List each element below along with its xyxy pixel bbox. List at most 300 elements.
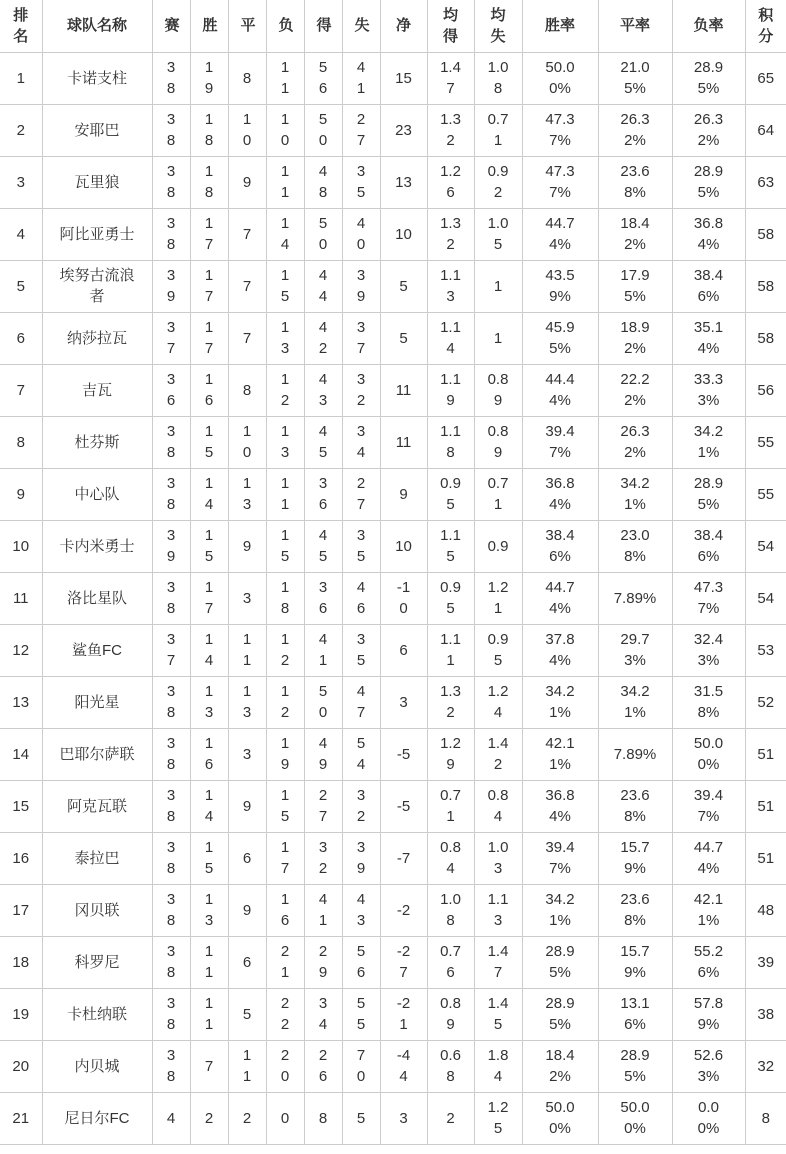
cell-played: 39 bbox=[152, 520, 190, 572]
cell-team: 中心队 bbox=[42, 468, 152, 520]
cell-won: 14 bbox=[190, 624, 228, 676]
cell-won: 14 bbox=[190, 780, 228, 832]
cell-avg_conceded: 1.42 bbox=[474, 728, 522, 780]
cell-points: 54 bbox=[745, 572, 786, 624]
cell-win_rate: 50.00% bbox=[522, 52, 598, 104]
cell-loss_rate: 36.84% bbox=[672, 208, 745, 260]
cell-avg_scored: 1.47 bbox=[427, 52, 474, 104]
table-row bbox=[0, 468, 786, 520]
cell-win_rate: 44.74% bbox=[522, 572, 598, 624]
cell-goal_diff: 13 bbox=[380, 156, 427, 208]
cell-lost: 15 bbox=[266, 780, 304, 832]
cell-played: 38 bbox=[152, 936, 190, 988]
cell-win_rate: 36.84% bbox=[522, 780, 598, 832]
cell-lost: 19 bbox=[266, 728, 304, 780]
cell-lost: 20 bbox=[266, 1040, 304, 1092]
table-row bbox=[0, 260, 786, 312]
cell-won: 13 bbox=[190, 676, 228, 728]
cell-goals_for: 45 bbox=[304, 520, 342, 572]
cell-goals_against: 39 bbox=[342, 832, 380, 884]
cell-drawn: 13 bbox=[228, 676, 266, 728]
cell-win_rate: 34.21% bbox=[522, 676, 598, 728]
col-header-draw-rate: 平率 bbox=[598, 0, 672, 52]
cell-played: 38 bbox=[152, 884, 190, 936]
cell-team: 卡诺支柱 bbox=[42, 52, 152, 104]
cell-draw_rate: 17.95% bbox=[598, 260, 672, 312]
cell-avg_conceded: 0.71 bbox=[474, 104, 522, 156]
cell-avg_conceded: 1.25 bbox=[474, 1092, 522, 1144]
cell-win_rate: 50.00% bbox=[522, 1092, 598, 1144]
cell-avg_scored: 2 bbox=[427, 1092, 474, 1144]
cell-win_rate: 39.47% bbox=[522, 416, 598, 468]
cell-drawn: 9 bbox=[228, 884, 266, 936]
cell-win_rate: 18.42% bbox=[522, 1040, 598, 1092]
cell-rank: 10 bbox=[0, 520, 42, 572]
cell-avg_conceded: 1.03 bbox=[474, 832, 522, 884]
cell-goal_diff: 23 bbox=[380, 104, 427, 156]
cell-avg_conceded: 0.95 bbox=[474, 624, 522, 676]
cell-goals_for: 49 bbox=[304, 728, 342, 780]
cell-goals_against: 46 bbox=[342, 572, 380, 624]
table-row bbox=[0, 208, 786, 260]
cell-draw_rate: 23.08% bbox=[598, 520, 672, 572]
cell-goal_diff: -5 bbox=[380, 728, 427, 780]
col-header-goals-for: 得 bbox=[304, 0, 342, 52]
cell-goal_diff: 10 bbox=[380, 208, 427, 260]
cell-played: 38 bbox=[152, 52, 190, 104]
cell-draw_rate: 34.21% bbox=[598, 676, 672, 728]
cell-draw_rate: 23.68% bbox=[598, 884, 672, 936]
cell-win_rate: 38.46% bbox=[522, 520, 598, 572]
cell-lost: 13 bbox=[266, 416, 304, 468]
cell-win_rate: 42.11% bbox=[522, 728, 598, 780]
cell-points: 51 bbox=[745, 832, 786, 884]
cell-team: 纳莎拉瓦 bbox=[42, 312, 152, 364]
cell-avg_conceded: 0.89 bbox=[474, 416, 522, 468]
cell-won: 14 bbox=[190, 468, 228, 520]
cell-drawn: 11 bbox=[228, 624, 266, 676]
cell-goals_for: 44 bbox=[304, 260, 342, 312]
cell-avg_conceded: 1.13 bbox=[474, 884, 522, 936]
cell-points: 39 bbox=[745, 936, 786, 988]
cell-loss_rate: 33.33% bbox=[672, 364, 745, 416]
cell-lost: 11 bbox=[266, 52, 304, 104]
cell-rank: 18 bbox=[0, 936, 42, 988]
col-header-rank: 排名 bbox=[0, 0, 42, 52]
cell-avg_conceded: 1.24 bbox=[474, 676, 522, 728]
cell-loss_rate: 34.21% bbox=[672, 416, 745, 468]
cell-loss_rate: 38.46% bbox=[672, 260, 745, 312]
table-row bbox=[0, 728, 786, 780]
table-row bbox=[0, 676, 786, 728]
cell-avg_conceded: 0.84 bbox=[474, 780, 522, 832]
col-header-lost: 负 bbox=[266, 0, 304, 52]
cell-points: 56 bbox=[745, 364, 786, 416]
cell-lost: 11 bbox=[266, 468, 304, 520]
cell-goals_for: 43 bbox=[304, 364, 342, 416]
cell-draw_rate: 18.92% bbox=[598, 312, 672, 364]
col-header-played: 赛 bbox=[152, 0, 190, 52]
cell-team: 杜芬斯 bbox=[42, 416, 152, 468]
cell-lost: 21 bbox=[266, 936, 304, 988]
cell-goals_for: 41 bbox=[304, 624, 342, 676]
cell-goal_diff: -2 bbox=[380, 884, 427, 936]
cell-won: 19 bbox=[190, 52, 228, 104]
cell-goals_for: 29 bbox=[304, 936, 342, 988]
cell-won: 18 bbox=[190, 156, 228, 208]
cell-goals_against: 54 bbox=[342, 728, 380, 780]
cell-team: 冈贝联 bbox=[42, 884, 152, 936]
cell-goal_diff: 3 bbox=[380, 676, 427, 728]
cell-points: 58 bbox=[745, 208, 786, 260]
cell-team: 埃努古流浪者 bbox=[42, 260, 152, 312]
cell-goal_diff: 10 bbox=[380, 520, 427, 572]
cell-played: 38 bbox=[152, 780, 190, 832]
cell-avg_scored: 1.14 bbox=[427, 312, 474, 364]
cell-avg_scored: 1.11 bbox=[427, 624, 474, 676]
table-row bbox=[0, 104, 786, 156]
cell-goals_for: 34 bbox=[304, 988, 342, 1040]
cell-drawn: 7 bbox=[228, 312, 266, 364]
cell-drawn: 9 bbox=[228, 520, 266, 572]
cell-goal_diff: 6 bbox=[380, 624, 427, 676]
cell-won: 11 bbox=[190, 936, 228, 988]
cell-rank: 20 bbox=[0, 1040, 42, 1092]
cell-won: 15 bbox=[190, 416, 228, 468]
table-row bbox=[0, 572, 786, 624]
cell-avg_scored: 0.89 bbox=[427, 988, 474, 1040]
cell-draw_rate: 15.79% bbox=[598, 832, 672, 884]
cell-rank: 7 bbox=[0, 364, 42, 416]
cell-goals_against: 55 bbox=[342, 988, 380, 1040]
cell-goals_against: 47 bbox=[342, 676, 380, 728]
cell-avg_scored: 0.76 bbox=[427, 936, 474, 988]
cell-goals_against: 43 bbox=[342, 884, 380, 936]
cell-loss_rate: 0.00% bbox=[672, 1092, 745, 1144]
cell-drawn: 11 bbox=[228, 1040, 266, 1092]
cell-rank: 15 bbox=[0, 780, 42, 832]
cell-avg_conceded: 0.9 bbox=[474, 520, 522, 572]
cell-points: 53 bbox=[745, 624, 786, 676]
col-header-avg-scored: 均得 bbox=[427, 0, 474, 52]
cell-goal_diff: -5 bbox=[380, 780, 427, 832]
cell-avg_conceded: 1 bbox=[474, 260, 522, 312]
cell-won: 15 bbox=[190, 520, 228, 572]
cell-loss_rate: 26.32% bbox=[672, 104, 745, 156]
cell-rank: 11 bbox=[0, 572, 42, 624]
cell-lost: 16 bbox=[266, 884, 304, 936]
cell-goals_for: 50 bbox=[304, 104, 342, 156]
cell-rank: 2 bbox=[0, 104, 42, 156]
col-header-avg-conceded: 均失 bbox=[474, 0, 522, 52]
table-row bbox=[0, 520, 786, 572]
cell-goal_diff: 15 bbox=[380, 52, 427, 104]
col-header-won: 胜 bbox=[190, 0, 228, 52]
cell-lost: 11 bbox=[266, 156, 304, 208]
cell-draw_rate: 18.42% bbox=[598, 208, 672, 260]
cell-avg_scored: 0.95 bbox=[427, 572, 474, 624]
cell-loss_rate: 38.46% bbox=[672, 520, 745, 572]
cell-played: 38 bbox=[152, 728, 190, 780]
cell-won: 7 bbox=[190, 1040, 228, 1092]
cell-team: 泰拉巴 bbox=[42, 832, 152, 884]
cell-avg_conceded: 1.47 bbox=[474, 936, 522, 988]
cell-avg_conceded: 1.05 bbox=[474, 208, 522, 260]
cell-loss_rate: 28.95% bbox=[672, 468, 745, 520]
cell-points: 38 bbox=[745, 988, 786, 1040]
cell-avg_scored: 1.32 bbox=[427, 676, 474, 728]
cell-drawn: 7 bbox=[228, 260, 266, 312]
cell-rank: 12 bbox=[0, 624, 42, 676]
cell-loss_rate: 52.63% bbox=[672, 1040, 745, 1092]
cell-won: 11 bbox=[190, 988, 228, 1040]
cell-rank: 1 bbox=[0, 52, 42, 104]
cell-goal_diff: -21 bbox=[380, 988, 427, 1040]
cell-points: 55 bbox=[745, 416, 786, 468]
cell-rank: 6 bbox=[0, 312, 42, 364]
cell-win_rate: 36.84% bbox=[522, 468, 598, 520]
cell-win_rate: 43.59% bbox=[522, 260, 598, 312]
cell-rank: 3 bbox=[0, 156, 42, 208]
cell-drawn: 6 bbox=[228, 832, 266, 884]
cell-draw_rate: 23.68% bbox=[598, 156, 672, 208]
cell-loss_rate: 47.37% bbox=[672, 572, 745, 624]
cell-lost: 0 bbox=[266, 1092, 304, 1144]
cell-goals_for: 32 bbox=[304, 832, 342, 884]
table-body bbox=[0, 52, 786, 1144]
cell-goals_against: 37 bbox=[342, 312, 380, 364]
col-header-goals-against: 失 bbox=[342, 0, 380, 52]
col-header-drawn: 平 bbox=[228, 0, 266, 52]
table-row bbox=[0, 364, 786, 416]
cell-drawn: 10 bbox=[228, 104, 266, 156]
cell-avg_conceded: 1.21 bbox=[474, 572, 522, 624]
header-row bbox=[0, 0, 786, 52]
cell-points: 55 bbox=[745, 468, 786, 520]
cell-played: 38 bbox=[152, 832, 190, 884]
cell-played: 38 bbox=[152, 676, 190, 728]
cell-loss_rate: 28.95% bbox=[672, 52, 745, 104]
cell-drawn: 7 bbox=[228, 208, 266, 260]
cell-played: 4 bbox=[152, 1092, 190, 1144]
cell-win_rate: 39.47% bbox=[522, 832, 598, 884]
cell-draw_rate: 22.22% bbox=[598, 364, 672, 416]
cell-goal_diff: -44 bbox=[380, 1040, 427, 1092]
cell-team: 鲨鱼FC bbox=[42, 624, 152, 676]
cell-goals_for: 50 bbox=[304, 676, 342, 728]
col-header-goal-diff: 净 bbox=[380, 0, 427, 52]
cell-rank: 4 bbox=[0, 208, 42, 260]
cell-won: 17 bbox=[190, 572, 228, 624]
cell-avg_conceded: 0.89 bbox=[474, 364, 522, 416]
table-row bbox=[0, 1040, 786, 1092]
table-row bbox=[0, 312, 786, 364]
cell-lost: 17 bbox=[266, 832, 304, 884]
cell-goals_against: 32 bbox=[342, 364, 380, 416]
cell-win_rate: 47.37% bbox=[522, 156, 598, 208]
cell-goals_against: 34 bbox=[342, 416, 380, 468]
cell-goals_for: 27 bbox=[304, 780, 342, 832]
cell-drawn: 2 bbox=[228, 1092, 266, 1144]
cell-lost: 22 bbox=[266, 988, 304, 1040]
cell-avg_scored: 0.68 bbox=[427, 1040, 474, 1092]
cell-goals_for: 8 bbox=[304, 1092, 342, 1144]
cell-lost: 14 bbox=[266, 208, 304, 260]
cell-points: 63 bbox=[745, 156, 786, 208]
cell-loss_rate: 31.58% bbox=[672, 676, 745, 728]
cell-played: 38 bbox=[152, 156, 190, 208]
cell-goals_for: 56 bbox=[304, 52, 342, 104]
cell-team: 吉瓦 bbox=[42, 364, 152, 416]
cell-goal_diff: -7 bbox=[380, 832, 427, 884]
cell-played: 38 bbox=[152, 104, 190, 156]
cell-draw_rate: 15.79% bbox=[598, 936, 672, 988]
cell-lost: 10 bbox=[266, 104, 304, 156]
cell-goal_diff: 11 bbox=[380, 364, 427, 416]
cell-avg_scored: 0.95 bbox=[427, 468, 474, 520]
cell-loss_rate: 55.26% bbox=[672, 936, 745, 988]
cell-goals_against: 56 bbox=[342, 936, 380, 988]
cell-rank: 9 bbox=[0, 468, 42, 520]
cell-drawn: 13 bbox=[228, 468, 266, 520]
cell-goals_against: 35 bbox=[342, 156, 380, 208]
cell-won: 15 bbox=[190, 832, 228, 884]
cell-avg_scored: 1.15 bbox=[427, 520, 474, 572]
cell-rank: 21 bbox=[0, 1092, 42, 1144]
cell-played: 37 bbox=[152, 312, 190, 364]
table-row bbox=[0, 936, 786, 988]
cell-win_rate: 37.84% bbox=[522, 624, 598, 676]
cell-points: 54 bbox=[745, 520, 786, 572]
cell-goals_for: 48 bbox=[304, 156, 342, 208]
cell-points: 64 bbox=[745, 104, 786, 156]
table-row bbox=[0, 624, 786, 676]
cell-goals_for: 36 bbox=[304, 572, 342, 624]
cell-team: 阿比亚勇士 bbox=[42, 208, 152, 260]
cell-team: 阿克瓦联 bbox=[42, 780, 152, 832]
cell-avg_scored: 1.29 bbox=[427, 728, 474, 780]
cell-lost: 18 bbox=[266, 572, 304, 624]
cell-goals_for: 36 bbox=[304, 468, 342, 520]
cell-avg_conceded: 1.08 bbox=[474, 52, 522, 104]
cell-lost: 15 bbox=[266, 260, 304, 312]
cell-points: 58 bbox=[745, 260, 786, 312]
cell-draw_rate: 7.89% bbox=[598, 728, 672, 780]
cell-draw_rate: 21.05% bbox=[598, 52, 672, 104]
cell-won: 16 bbox=[190, 728, 228, 780]
cell-won: 18 bbox=[190, 104, 228, 156]
cell-rank: 8 bbox=[0, 416, 42, 468]
cell-drawn: 5 bbox=[228, 988, 266, 1040]
cell-win_rate: 44.74% bbox=[522, 208, 598, 260]
cell-goal_diff: 11 bbox=[380, 416, 427, 468]
cell-points: 58 bbox=[745, 312, 786, 364]
cell-drawn: 8 bbox=[228, 52, 266, 104]
cell-avg_conceded: 1 bbox=[474, 312, 522, 364]
cell-team: 阳光星 bbox=[42, 676, 152, 728]
cell-avg_conceded: 0.92 bbox=[474, 156, 522, 208]
cell-avg_conceded: 0.71 bbox=[474, 468, 522, 520]
cell-played: 36 bbox=[152, 364, 190, 416]
cell-team: 安耶巴 bbox=[42, 104, 152, 156]
table-row bbox=[0, 156, 786, 208]
cell-avg_scored: 0.84 bbox=[427, 832, 474, 884]
cell-team: 洛比星队 bbox=[42, 572, 152, 624]
cell-goals_for: 41 bbox=[304, 884, 342, 936]
cell-team: 卡杜纳联 bbox=[42, 988, 152, 1040]
cell-avg_scored: 1.18 bbox=[427, 416, 474, 468]
cell-loss_rate: 32.43% bbox=[672, 624, 745, 676]
cell-lost: 15 bbox=[266, 520, 304, 572]
cell-team: 尼日尔FC bbox=[42, 1092, 152, 1144]
cell-played: 38 bbox=[152, 416, 190, 468]
cell-drawn: 8 bbox=[228, 364, 266, 416]
cell-played: 38 bbox=[152, 572, 190, 624]
cell-draw_rate: 13.16% bbox=[598, 988, 672, 1040]
cell-goal_diff: -27 bbox=[380, 936, 427, 988]
table-row bbox=[0, 1092, 786, 1144]
table-header bbox=[0, 0, 786, 52]
cell-draw_rate: 26.32% bbox=[598, 416, 672, 468]
cell-points: 48 bbox=[745, 884, 786, 936]
cell-goals_against: 35 bbox=[342, 624, 380, 676]
table-row bbox=[0, 780, 786, 832]
cell-goals_against: 35 bbox=[342, 520, 380, 572]
cell-points: 51 bbox=[745, 780, 786, 832]
cell-team: 巴耶尔萨联 bbox=[42, 728, 152, 780]
cell-drawn: 9 bbox=[228, 156, 266, 208]
cell-team: 卡内米勇士 bbox=[42, 520, 152, 572]
cell-goals_against: 70 bbox=[342, 1040, 380, 1092]
cell-goals_against: 32 bbox=[342, 780, 380, 832]
cell-won: 2 bbox=[190, 1092, 228, 1144]
cell-won: 17 bbox=[190, 312, 228, 364]
cell-win_rate: 28.95% bbox=[522, 988, 598, 1040]
cell-points: 32 bbox=[745, 1040, 786, 1092]
cell-drawn: 6 bbox=[228, 936, 266, 988]
cell-played: 38 bbox=[152, 208, 190, 260]
cell-played: 38 bbox=[152, 988, 190, 1040]
cell-drawn: 3 bbox=[228, 728, 266, 780]
cell-avg_scored: 1.32 bbox=[427, 208, 474, 260]
cell-goal_diff: 5 bbox=[380, 312, 427, 364]
cell-goal_diff: 3 bbox=[380, 1092, 427, 1144]
cell-lost: 13 bbox=[266, 312, 304, 364]
cell-win_rate: 44.44% bbox=[522, 364, 598, 416]
cell-loss_rate: 42.11% bbox=[672, 884, 745, 936]
table-row bbox=[0, 416, 786, 468]
cell-goals_against: 27 bbox=[342, 468, 380, 520]
cell-rank: 13 bbox=[0, 676, 42, 728]
table-row bbox=[0, 832, 786, 884]
cell-win_rate: 28.95% bbox=[522, 936, 598, 988]
col-header-win-rate: 胜率 bbox=[522, 0, 598, 52]
cell-avg_scored: 1.32 bbox=[427, 104, 474, 156]
cell-goals_against: 40 bbox=[342, 208, 380, 260]
cell-played: 38 bbox=[152, 468, 190, 520]
cell-avg_conceded: 1.45 bbox=[474, 988, 522, 1040]
cell-loss_rate: 39.47% bbox=[672, 780, 745, 832]
table-row bbox=[0, 884, 786, 936]
cell-goal_diff: -10 bbox=[380, 572, 427, 624]
cell-goal_diff: 5 bbox=[380, 260, 427, 312]
cell-played: 38 bbox=[152, 1040, 190, 1092]
cell-draw_rate: 29.73% bbox=[598, 624, 672, 676]
cell-team: 瓦里狼 bbox=[42, 156, 152, 208]
cell-loss_rate: 50.00% bbox=[672, 728, 745, 780]
cell-rank: 19 bbox=[0, 988, 42, 1040]
cell-win_rate: 47.37% bbox=[522, 104, 598, 156]
